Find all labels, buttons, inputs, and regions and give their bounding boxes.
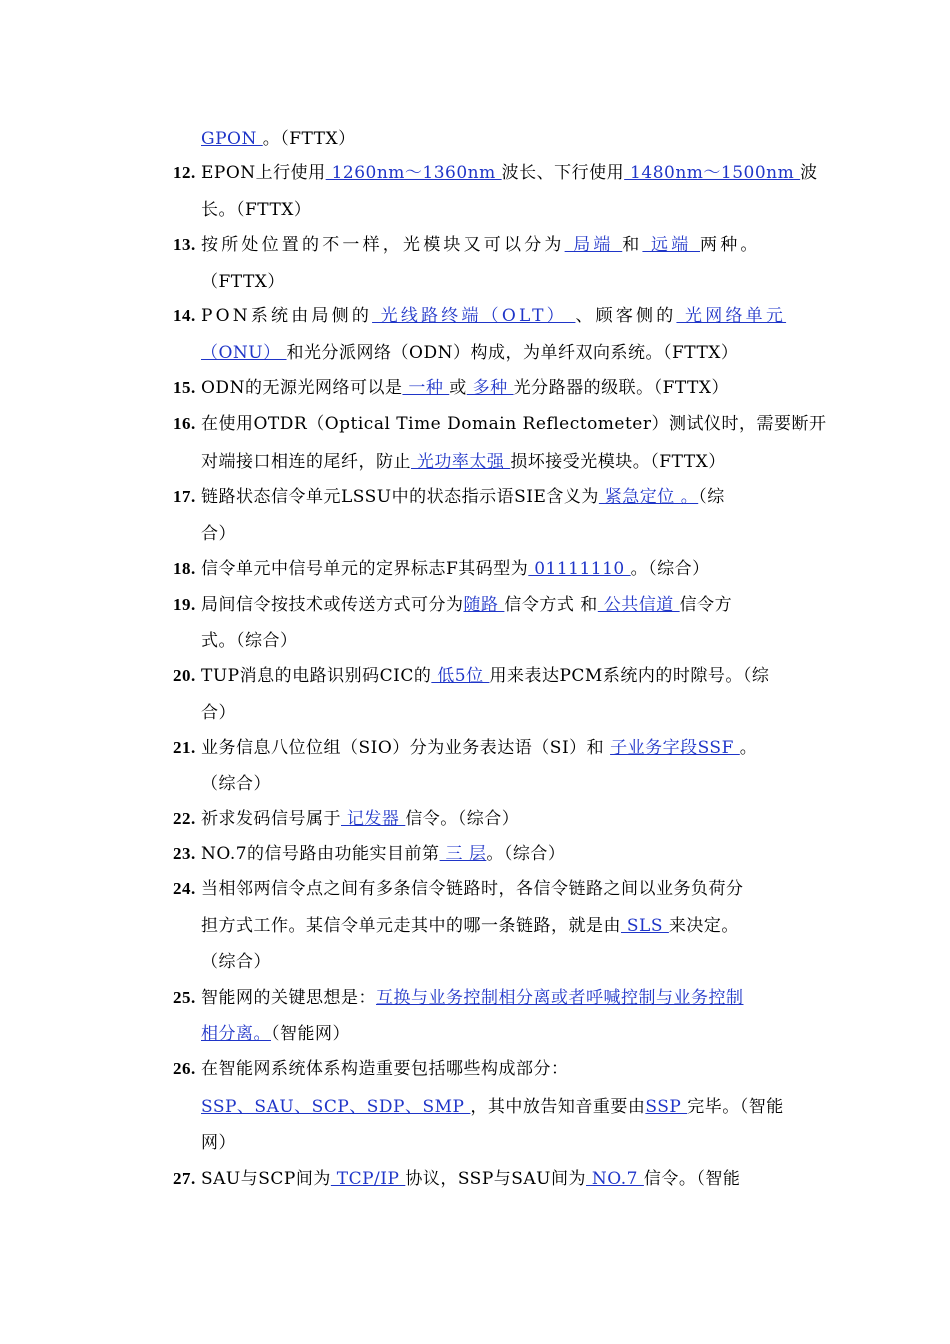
question-text-line <box>201 486 725 508</box>
question-text: ODN的无源光网络可以是 <box>201 378 403 398</box>
question-text-line <box>201 808 519 830</box>
question-number: 12. <box>173 163 196 182</box>
question-text-line <box>201 1023 350 1045</box>
question-text: 来决定。 <box>668 916 739 936</box>
question-text: 协议，SSP与SAU间为 <box>405 1169 587 1189</box>
question-text: 光分路器的级联。（FTTX） <box>513 378 729 398</box>
answer-blank: TCP/IP <box>330 1169 406 1189</box>
question-text: 信令。（综合） <box>405 809 520 829</box>
question-text: （智能网） <box>271 1024 350 1044</box>
question-text-line <box>201 665 769 687</box>
question-number: 27. <box>173 1169 196 1188</box>
question-text: 损坏接受光模块。（FTTX） <box>510 452 726 472</box>
question-text: 按所处位置的不一样，光模块又可以分为 <box>201 235 565 255</box>
question-text-line <box>201 377 729 399</box>
question-text-line <box>201 271 285 293</box>
answer-blank: SLS <box>621 916 669 936</box>
question-number: 23. <box>173 844 196 863</box>
question-text: 式。（综合） <box>201 631 298 651</box>
question-text-line <box>201 915 739 937</box>
question-text: 和光分派网络（ODN）构成，为单纤双向系统。（FTTX） <box>286 343 739 363</box>
question-text: 网） <box>201 1133 236 1153</box>
question-text: 在智能网系统体系构造重要包括哪些构成部分： <box>201 1059 569 1079</box>
question-text-line <box>201 305 786 327</box>
answer-blank: 1260nm～1360nm <box>325 163 502 183</box>
answer-blank: 记发器 <box>341 809 406 829</box>
question-text: 。（综合） <box>630 559 710 579</box>
question-text-line <box>201 878 744 900</box>
question-text: （综 <box>698 487 725 507</box>
question-text-line <box>201 199 311 221</box>
question-text: 对端接口相连的尾纤，防止 <box>201 452 411 472</box>
answer-blank: 光功率太强 <box>411 452 511 472</box>
question-text-line <box>201 987 744 1009</box>
question-text: 合） <box>201 524 236 544</box>
question-number: 15. <box>173 378 196 397</box>
question-text: 业务信息八位位组（SIO）分为业务表达语（SI）和 <box>201 738 611 758</box>
answer-blank: GPON <box>201 129 263 149</box>
question-text-line <box>201 234 761 256</box>
question-text: 智能网的关键思想是： <box>201 988 376 1008</box>
question-text: EPON上行使用 <box>201 163 326 183</box>
question-number: 14. <box>173 306 196 325</box>
answer-blank: 光网络单元 <box>676 306 787 326</box>
question-number: 24. <box>173 879 196 898</box>
answer-blank: 多种 <box>466 378 514 398</box>
question-text: NO.7的信号路由功能实目前第 <box>201 844 440 864</box>
question-text: 。（FTTX） <box>262 129 356 149</box>
question-number: 16. <box>173 414 196 433</box>
question-text: 或 <box>449 378 467 398</box>
question-text-line <box>201 737 757 759</box>
question-text-line <box>201 451 726 473</box>
question-number: 13. <box>173 235 196 254</box>
answer-blank: 公共信道 <box>597 595 680 615</box>
question-text: 信令。（智能 <box>643 1169 741 1189</box>
answer-blank: 子业务字段SSF <box>610 738 740 758</box>
question-text: 。（综合） <box>486 844 566 864</box>
question-text-line <box>201 594 732 616</box>
question-number: 18. <box>173 559 196 578</box>
answer-blank: 紧急定位 。 <box>598 487 699 507</box>
question-text: 当相邻两信令点之间有多条信令链路时，各信令链路之间以业务负荷分 <box>201 879 744 899</box>
question-number: 20. <box>173 666 196 685</box>
answer-blank: NO.7 <box>586 1169 644 1189</box>
answer-blank: 局端 <box>564 235 623 255</box>
question-text: 、顾客侧的 <box>575 306 677 326</box>
question-number: 25. <box>173 988 196 1007</box>
answer-blank: 远端 <box>642 235 701 255</box>
question-text: 两种。 <box>700 235 761 255</box>
question-text-line <box>201 1096 784 1118</box>
question-text: TUP消息的电路识别码CIC的 <box>201 666 432 686</box>
question-text: ，其中放告知音重要由 <box>470 1097 646 1117</box>
answer-blank: 低5位 <box>431 666 490 686</box>
question-text: 信令单元中信号单元的定界标志F其码型为 <box>201 559 529 579</box>
answer-blank: （ONU） <box>201 343 287 363</box>
question-text: 祈求发码信号属于 <box>201 809 341 829</box>
question-text-line <box>201 162 818 184</box>
question-number: 26. <box>173 1059 196 1078</box>
answer-blank: 01111110 <box>528 559 631 579</box>
question-text: 链路状态信令单元LSSU中的状态指示语SIE含义为 <box>201 487 599 507</box>
question-text: 在使用OTDR（Optical Time Domain Reflectometer）测试仪时，需要断开 <box>201 414 827 434</box>
question-text: 信令方式 和 <box>504 595 598 615</box>
answer-blank: SSP、SAU、SCP、SDP、SMP <box>201 1097 471 1117</box>
question-text: 波长、下行使用 <box>501 163 625 183</box>
question-text: （综合） <box>201 774 271 794</box>
question-number: 21. <box>173 738 196 757</box>
question-text-line <box>201 773 271 795</box>
answer-blank: 一种 <box>402 378 450 398</box>
question-text-line <box>201 558 710 580</box>
question-text: 波 <box>800 163 818 183</box>
question-text: 局间信令按技术或传送方式可分为 <box>201 595 464 615</box>
question-number: 17. <box>173 487 196 506</box>
answer-blank: SSP <box>645 1097 688 1117</box>
question-text: 信令方 <box>679 595 733 615</box>
answer-blank: 1480nm～1500nm <box>624 163 801 183</box>
question-text-line <box>201 413 827 435</box>
question-text: （FTTX） <box>201 272 285 292</box>
question-text: 长。（FTTX） <box>201 200 312 220</box>
question-text: （综合） <box>201 952 271 972</box>
answer-blank: 相分离。 <box>201 1024 271 1044</box>
question-text: 担方式工作。某信令单元走其中的哪一条链路，就是由 <box>201 916 621 936</box>
question-text: 用来表达PCM系统内的时隙号。（综 <box>489 666 770 686</box>
question-number: 19. <box>173 595 196 614</box>
question-text-line <box>201 1132 236 1154</box>
question-text: SAU与SCP间为 <box>201 1169 331 1189</box>
answer-blank: 光线路终端（OLT） <box>372 306 576 326</box>
question-text-line <box>201 702 236 724</box>
question-text: PON系统由局侧的 <box>201 306 373 326</box>
question-text-line <box>201 630 298 652</box>
answer-blank: 随路 <box>463 595 505 615</box>
answer-blank: 三 层 <box>439 844 487 864</box>
question-text: 合） <box>201 703 236 723</box>
question-number: 22. <box>173 809 196 828</box>
question-text-line <box>201 128 356 150</box>
question-text: 。 <box>739 738 758 758</box>
question-text-line <box>201 1058 569 1080</box>
answer-blank: 互换与业务控制相分离或者呼喊控制与业务控制 <box>376 988 744 1008</box>
question-text: 和 <box>622 235 643 255</box>
question-text-line <box>201 523 236 545</box>
question-text: 完毕。（智能 <box>687 1097 784 1117</box>
question-text-line <box>201 1168 740 1190</box>
question-text-line <box>201 951 271 973</box>
question-text-line <box>201 342 738 364</box>
question-text-line <box>201 843 565 865</box>
